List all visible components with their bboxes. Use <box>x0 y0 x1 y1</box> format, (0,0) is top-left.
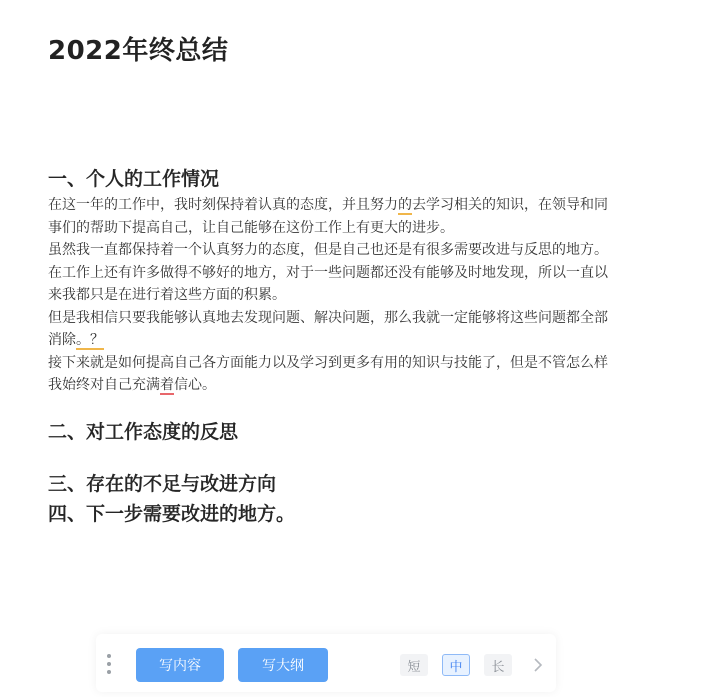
section-heading-4[interactable]: 四、下一步需要改进的地方。 <box>48 502 296 525</box>
paragraph-3[interactable]: 在工作上还有许多做得不够好的地方，对于一些问题都还没有能够及时地发现，所以一直以来我都只是在进行着这些方面的积累。 <box>48 264 608 303</box>
paragraph-text: 但是我相信只要我能够认真地去发现问题、解决问题，那么我就一定能够将这些问题都全部消除 <box>48 309 608 348</box>
paragraph-1[interactable] <box>48 194 608 239</box>
spelling-underline[interactable]: 着 <box>160 377 174 393</box>
paragraph-4[interactable] <box>48 307 608 352</box>
section-heading-3[interactable]: 三、存在的不足与改进方向 <box>48 472 277 495</box>
length-short-button[interactable]: 短 <box>400 654 428 676</box>
paragraph-text: 接下来就是如何提高自己各方面能力以及学习到更多有用的知识与技能了，但是不管怎么样我始终对自己充满 <box>48 354 608 393</box>
paragraph-text: 去学习相关的知识，在领导和同事们的帮助下提高自己，让自己能够在这份工作上有更大的进步。 <box>48 197 608 236</box>
paragraph-text: 在这一年的工作中，我时刻保持着认真的态度，并且努力 <box>48 197 398 213</box>
ai-writing-toolbar <box>96 634 556 692</box>
document-body[interactable] <box>48 164 608 529</box>
write-content-button[interactable]: 写内容 <box>136 648 224 682</box>
document-title[interactable]: 2022年终总结 <box>48 36 229 66</box>
write-outline-button[interactable]: 写大纲 <box>238 648 328 682</box>
drag-handle-icon[interactable] <box>106 654 112 674</box>
length-long-button[interactable]: 长 <box>484 654 512 676</box>
paragraph-2[interactable]: 虽然我一直都保持着一个认真努力的态度，但是自己也还是有很多需要改进与反思的地方。 <box>48 242 608 258</box>
paragraph-5[interactable] <box>48 352 608 397</box>
chevron-right-icon[interactable] <box>528 654 548 676</box>
length-medium-button[interactable]: 中 <box>442 654 470 676</box>
paragraph-text: 信心。 <box>174 377 216 393</box>
section-heading-1[interactable]: 一、个人的工作情况 <box>48 168 220 190</box>
grammar-underline[interactable]: 的 <box>398 197 412 213</box>
section-heading-2[interactable]: 二、对工作态度的反思 <box>48 420 239 443</box>
grammar-underline[interactable]: 。？ <box>76 332 104 348</box>
